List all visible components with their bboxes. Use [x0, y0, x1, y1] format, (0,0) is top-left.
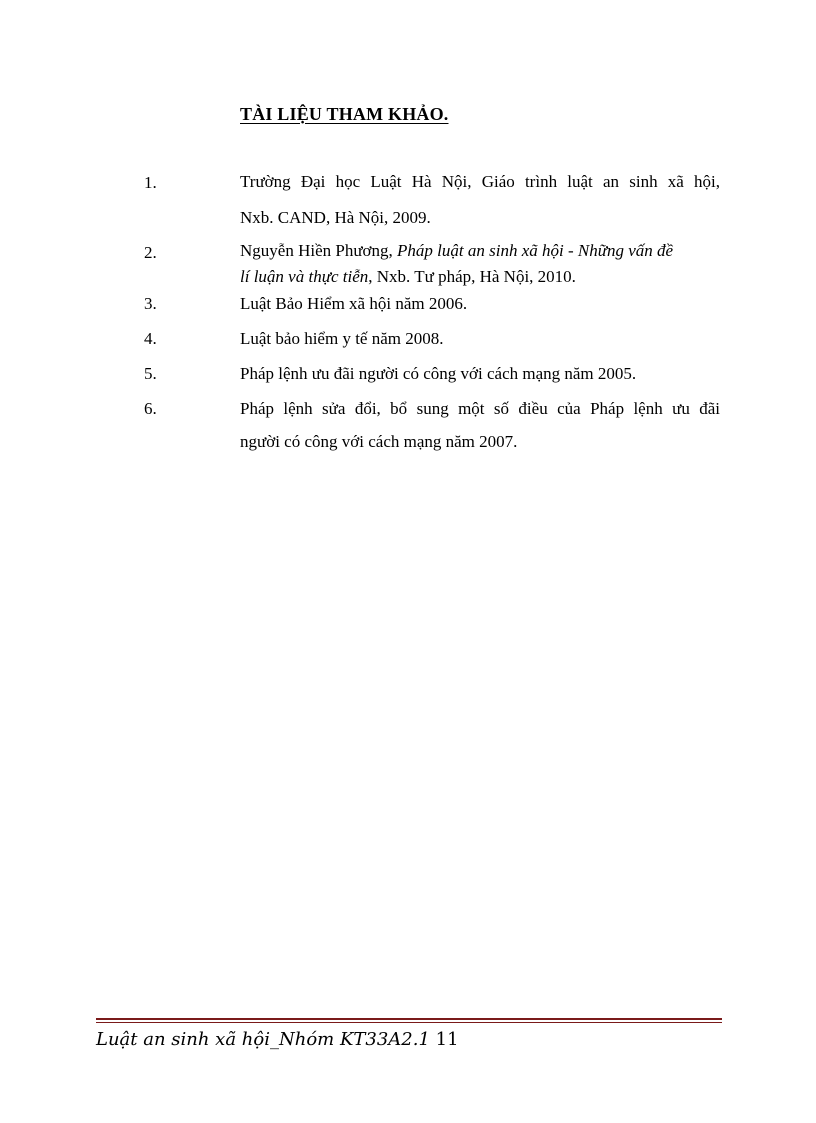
- page-footer: [96, 1029, 459, 1050]
- reference-text: [240, 238, 720, 290]
- reference-publisher: , Nxb. Tư pháp, Hà Nội, 2010.: [368, 267, 576, 286]
- footer-label: Luật an sinh xã hội_Nhóm KT33A2.1: [96, 1029, 430, 1050]
- reference-text: Pháp lệnh sửa đổi, bổ sung một số điều của Pháp lệnh ưu đãi người có công với cách mạng năm 2007.: [240, 399, 720, 451]
- footer-divider: [96, 1022, 722, 1023]
- reference-number: 6.: [144, 399, 157, 418]
- reference-text: Pháp lệnh ưu đãi người có công với cách mạng năm 2005.: [240, 364, 637, 383]
- reference-number: 2.: [144, 243, 157, 262]
- reference-text: Luật bảo hiểm y tế năm 2008.: [240, 329, 444, 348]
- reference-title: Pháp luật an sinh xã hội - Những vấn đề: [397, 241, 674, 260]
- reference-number: 4.: [144, 329, 157, 348]
- references-heading: TÀI LIỆU THAM KHẢO.: [240, 104, 449, 124]
- reference-author: Nguyễn Hiền Phương,: [240, 241, 398, 260]
- page-number: 11: [435, 1029, 459, 1050]
- footer-divider: [96, 1018, 722, 1020]
- reference-number: 5.: [144, 364, 157, 383]
- reference-title-cont: lí luận và thực tiễn: [240, 267, 369, 286]
- reference-text: Luật Bảo Hiểm xã hội năm 2006.: [240, 294, 468, 313]
- reference-number: 3.: [144, 294, 157, 313]
- reference-text: Trường Đại học Luật Hà Nội, Giáo trình luật an sinh xã hội, Nxb. CAND, Hà Nội, 2009.: [240, 172, 720, 227]
- reference-number: 1.: [144, 173, 157, 192]
